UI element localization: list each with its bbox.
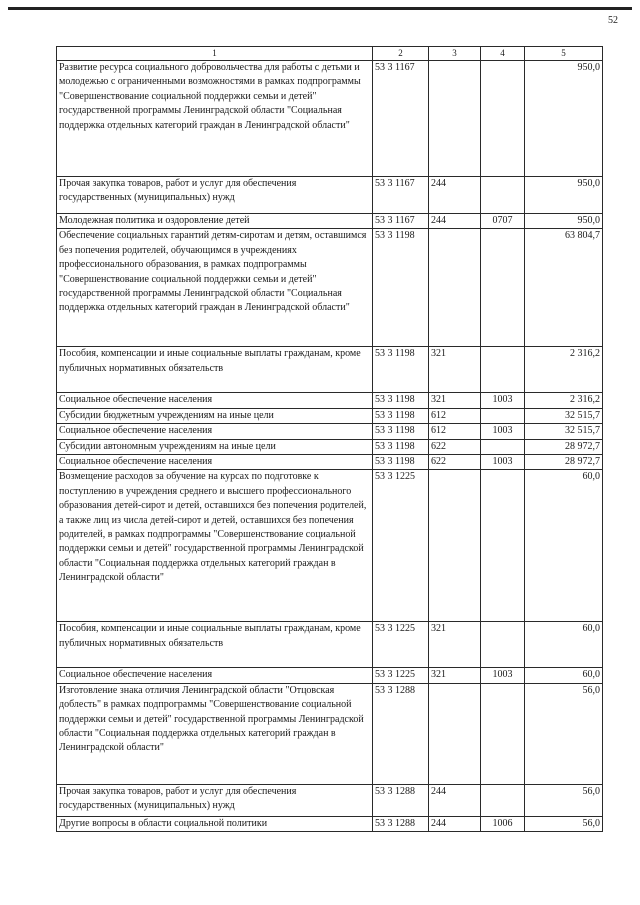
row-rz-cell [481,229,525,347]
row-name-cell: Социальное обеспечение населения [57,668,373,683]
row-vr-cell: 321 [429,347,481,393]
row-sum-cell: 950,0 [525,214,603,229]
row-sum-cell: 56,0 [525,784,603,816]
row-vr-cell: 612 [429,408,481,423]
top-border-line [8,7,632,10]
row-name-cell: Пособия, компенсации и иные социальные выплаты гражданам, кроме публичных нормативных обязательств [57,622,373,668]
row-rz-cell: 1006 [481,816,525,831]
row-csr-cell: 53 3 1225 [373,470,429,622]
row-vr-cell: 321 [429,668,481,683]
row-name-cell: Социальное обеспечение населения [57,393,373,408]
row-csr-cell: 53 3 1198 [373,229,429,347]
row-rz-cell [481,622,525,668]
row-vr-cell [429,61,481,177]
row-csr-cell: 53 3 1288 [373,816,429,831]
table-row [57,622,603,668]
row-sum-cell: 60,0 [525,470,603,622]
row-sum-cell: 56,0 [525,683,603,784]
row-csr-cell: 53 3 1198 [373,439,429,454]
table-row [57,61,603,177]
header-col-2: 2 [373,47,429,61]
row-name-cell: Субсидии автономным учреждениям на иные цели [57,439,373,454]
table-row [57,214,603,229]
table-row [57,668,603,683]
row-sum-cell: 2 316,2 [525,347,603,393]
row-name-cell: Социальное обеспечение населения [57,424,373,439]
table-row [57,683,603,784]
row-vr-cell: 244 [429,214,481,229]
row-rz-cell [481,470,525,622]
table-row [57,816,603,831]
table-row [57,393,603,408]
row-name-cell: Прочая закупка товаров, работ и услуг для обеспечения государственных (муниципальных) нужд [57,784,373,816]
row-rz-cell: 1003 [481,455,525,470]
row-csr-cell: 53 3 1198 [373,347,429,393]
row-vr-cell: 244 [429,816,481,831]
row-rz-cell: 1003 [481,424,525,439]
row-rz-cell [481,683,525,784]
row-rz-cell [481,177,525,214]
table-row [57,347,603,393]
row-vr-cell [429,683,481,784]
row-name-cell: Социальное обеспечение населения [57,455,373,470]
row-name-cell: Субсидии бюджетным учреждениям на иные цели [57,408,373,423]
row-csr-cell: 53 3 1198 [373,424,429,439]
row-csr-cell: 53 3 1167 [373,177,429,214]
row-vr-cell: 612 [429,424,481,439]
row-vr-cell: 321 [429,622,481,668]
row-vr-cell: 622 [429,439,481,454]
row-sum-cell: 60,0 [525,668,603,683]
row-rz-cell [481,784,525,816]
row-csr-cell: 53 3 1167 [373,61,429,177]
row-vr-cell: 244 [429,784,481,816]
row-name-cell: Обеспечение социальных гарантий детям-сиротам и детям, оставшимся без попечения родителей, обучающимся в учреждениях профессионального образования, в рамках подпрограммы "Совершенствование социальной поддержки семьи и детей" государственной программы Ленинградской области "Социальная поддержка отдельных категорий граждан в Ленинградской области" [57,229,373,347]
row-csr-cell: 53 3 1288 [373,784,429,816]
row-rz-cell [481,439,525,454]
row-csr-cell: 53 3 1288 [373,683,429,784]
table-row [57,408,603,423]
header-col-3: 3 [429,47,481,61]
row-rz-cell [481,408,525,423]
row-sum-cell: 32 515,7 [525,408,603,423]
row-vr-cell [429,470,481,622]
row-name-cell: Прочая закупка товаров, работ и услуг для обеспечения государственных (муниципальных) нужд [57,177,373,214]
row-sum-cell: 63 804,7 [525,229,603,347]
row-sum-cell: 32 515,7 [525,424,603,439]
row-name-cell: Другие вопросы в области социальной политики [57,816,373,831]
table-row [57,455,603,470]
row-vr-cell: 244 [429,177,481,214]
row-csr-cell: 53 3 1167 [373,214,429,229]
table-row [57,177,603,214]
row-sum-cell: 28 972,7 [525,439,603,454]
budget-table [56,46,603,832]
row-rz-cell: 0707 [481,214,525,229]
table-row [57,229,603,347]
table-header-row [57,47,603,61]
table-row [57,784,603,816]
row-csr-cell: 53 3 1225 [373,668,429,683]
row-rz-cell [481,61,525,177]
header-col-1: 1 [57,47,373,61]
header-col-4: 4 [481,47,525,61]
row-name-cell: Пособия, компенсации и иные социальные выплаты гражданам, кроме публичных нормативных обязательств [57,347,373,393]
row-sum-cell: 28 972,7 [525,455,603,470]
row-vr-cell [429,229,481,347]
row-name-cell: Изготовление знака отличия Ленинградской области "Отцовская доблесть" в рамках подпрограммы "Совершенствование социальной поддержки семьи и детей" государственной программы Ленинградской области "Социальная поддержка отдельных категорий граждан в Ленинградской области" [57,683,373,784]
row-rz-cell: 1003 [481,668,525,683]
table-row [57,424,603,439]
row-sum-cell: 2 316,2 [525,393,603,408]
row-csr-cell: 53 3 1198 [373,408,429,423]
row-name-cell: Возмещение расходов за обучение на курсах по подготовке к поступлению в учреждения среднего и высшего профессионального образования детей-сирот и детей, оставшихся без попечения родителей, а также лиц из числа детей-сирот и детей, оставшихся без попечения родителей, в рамках подпрограммы "Совершенствование социальной поддержки семьи и детей" государственной программы Ленинградской области "Социальная поддержка отдельных категорий граждан в Ленинградской области" [57,470,373,622]
row-name-cell: Молодежная политика и оздоровление детей [57,214,373,229]
row-vr-cell: 622 [429,455,481,470]
row-csr-cell: 53 3 1198 [373,455,429,470]
row-sum-cell: 950,0 [525,61,603,177]
table-row [57,470,603,622]
row-csr-cell: 53 3 1198 [373,393,429,408]
row-csr-cell: 53 3 1225 [373,622,429,668]
row-vr-cell: 321 [429,393,481,408]
row-sum-cell: 950,0 [525,177,603,214]
page-number: 52 [608,15,618,26]
row-name-cell: Развитие ресурса социального добровольчества для работы с детьми и молодежью с ограниченными возможностями в рамках подпрограммы "Совершенствование социальной поддержки семьи и детей" государственной программы Ленинградской области "Социальная поддержка отдельных категорий граждан в Ленинградской области" [57,61,373,177]
row-sum-cell: 60,0 [525,622,603,668]
row-sum-cell: 56,0 [525,816,603,831]
row-rz-cell [481,347,525,393]
header-col-5: 5 [525,47,603,61]
row-rz-cell: 1003 [481,393,525,408]
table-row [57,439,603,454]
